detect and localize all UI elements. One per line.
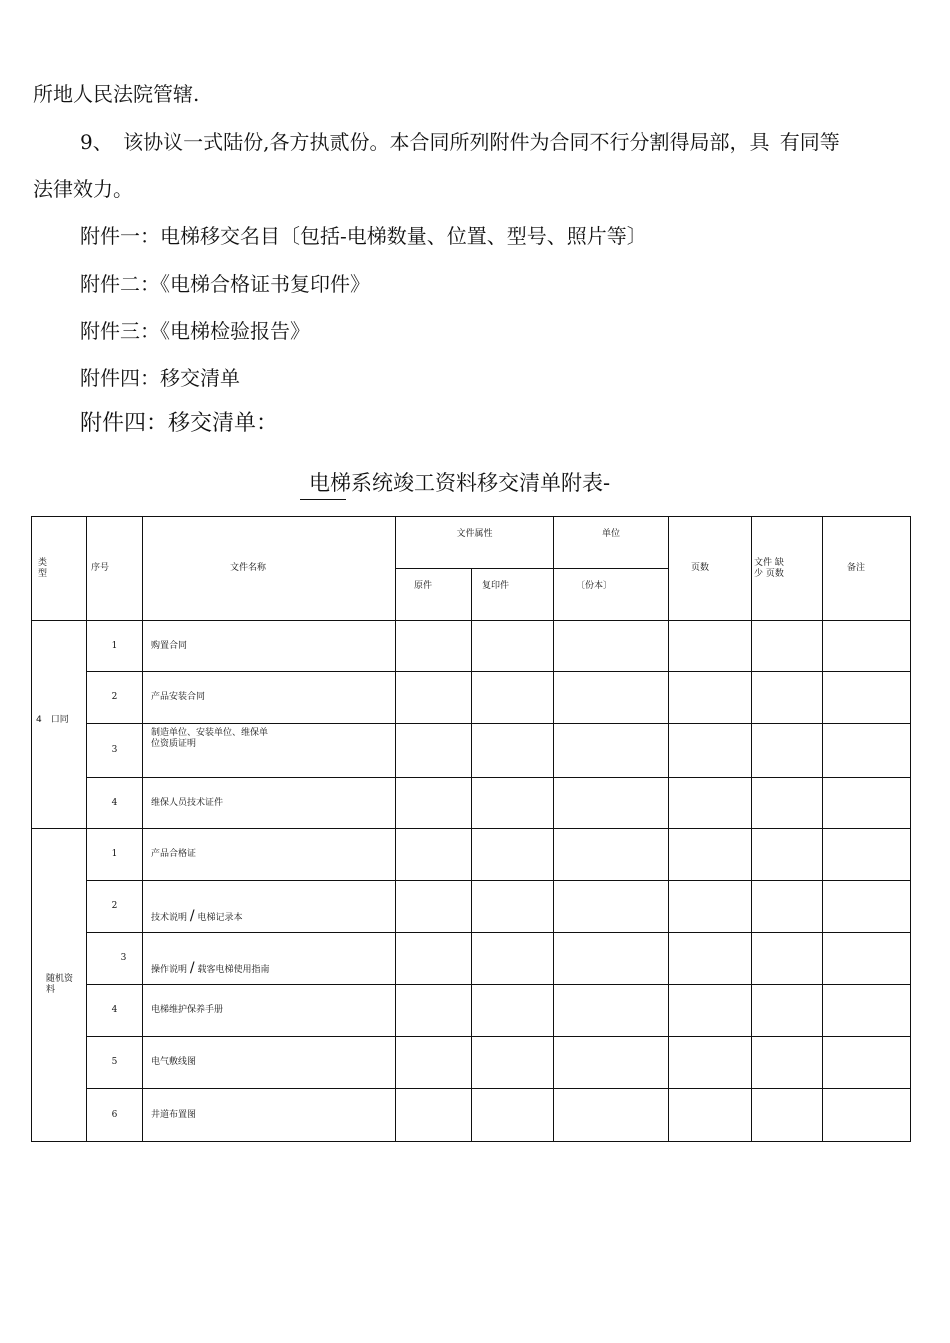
paragraph-legal-effect: 法律效力。: [33, 177, 133, 201]
row-seq: 1: [87, 829, 143, 881]
row-seq: 6: [87, 1089, 143, 1142]
header-copy: 复印件: [472, 569, 554, 621]
header-remarks: 备注: [823, 517, 911, 621]
row-file-name: [143, 933, 396, 985]
row-file-name-line2: 位资质证明: [151, 739, 197, 749]
attachment-1: 附件一：电梯移交名目〔包括-电梯数量、位置、型号、照片等〕: [80, 224, 647, 248]
header-type: [32, 517, 87, 621]
category-line2: 料: [46, 985, 56, 995]
table-row: [32, 881, 911, 933]
row-file-name-separator: /: [189, 908, 195, 924]
header-missing-pages: [752, 517, 823, 621]
header-missing-line2: 少 页数: [754, 568, 784, 579]
row-seq: 2: [87, 672, 143, 724]
row-file-name-part1: 操作说明: [151, 965, 188, 975]
table-title: 电梯系统竣工资料移交清单附表-: [309, 471, 611, 495]
attachment-4: 附件四：移交清单: [80, 366, 240, 390]
table-row: [32, 621, 911, 672]
row-seq: 4: [87, 985, 143, 1037]
table-row: [32, 1089, 911, 1142]
table-row: [32, 672, 911, 724]
paragraph-clause-9: 9、 该协议一式陆份,各方执贰份。本合同所列附件为合同不行分割得局部，具 有同等: [80, 130, 840, 154]
attachment-2: 附件二：《电梯合格证书复印件》: [80, 272, 370, 296]
row-file-name: [143, 881, 396, 933]
row-file-name: 电气敷线图: [143, 1037, 396, 1089]
handover-table: [31, 516, 911, 1142]
title-underline: [300, 499, 346, 500]
row-seq: 1: [87, 621, 143, 672]
category-random-docs: [32, 829, 87, 1142]
table-row: [32, 933, 911, 985]
row-file-name: 产品合格证: [143, 829, 396, 881]
header-missing-line1: 文件 缺: [754, 557, 784, 568]
header-file-attr: 文件属性: [396, 517, 554, 569]
header-pages: 页数: [669, 517, 752, 621]
header-file-name: 文件名称: [143, 517, 396, 621]
header-unit: 单位: [554, 517, 669, 569]
header-type-line2: 型: [38, 568, 48, 579]
row-file-name-part2: 载客电梯使用指南: [197, 965, 270, 975]
header-type-line1: 类: [38, 557, 48, 568]
row-seq: 4: [87, 778, 143, 829]
row-file-name-part1: 技术说明: [151, 913, 188, 923]
category-line1: 随机资: [46, 974, 74, 984]
row-file-name: 电梯维护保养手册: [143, 985, 396, 1037]
row-seq: 3: [87, 724, 143, 778]
category-contract: 4 口同: [32, 621, 87, 829]
row-file-name-part2: 电梯记录本: [197, 913, 243, 923]
row-seq: 2: [87, 881, 143, 933]
table-row: [32, 1037, 911, 1089]
row-file-name-line1: 制造单位、安装单位、维保单: [151, 728, 269, 738]
header-unit-sub: 〔份本〕: [554, 569, 669, 621]
row-file-name: [143, 724, 396, 778]
header-seq: 序号: [87, 517, 143, 621]
header-row-1: [32, 517, 911, 569]
row-seq: 5: [87, 1037, 143, 1089]
row-seq: 3: [87, 933, 143, 985]
table-row: [32, 778, 911, 829]
row-file-name-separator: /: [189, 960, 195, 976]
attachment-3: 附件三：《电梯检验报告》: [80, 319, 310, 343]
table-row: [32, 724, 911, 778]
table-row: [32, 985, 911, 1037]
row-file-name: 产品安装合同: [143, 672, 396, 724]
paragraph-jurisdiction: 所地人民法院管辖.: [33, 82, 200, 106]
row-file-name: 维保人员技术证件: [143, 778, 396, 829]
attachment-4-heading: 附件四：移交清单：: [80, 411, 279, 436]
row-file-name: 购置合同: [143, 621, 396, 672]
row-file-name: 井道布置图: [143, 1089, 396, 1142]
header-original: 原件: [396, 569, 472, 621]
table-row: [32, 829, 911, 881]
